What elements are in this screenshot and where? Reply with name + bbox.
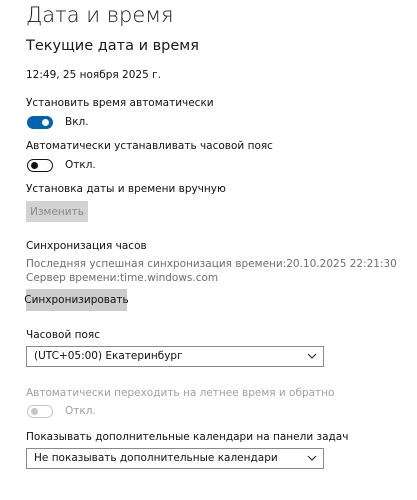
auto-time-label: Установить время автоматически <box>26 97 214 109</box>
current-datetime-section-title: Текущие дата и время <box>26 38 199 54</box>
chevron-down-icon <box>307 454 317 462</box>
auto-timezone-label: Автоматически устанавливать часовой пояс <box>26 140 273 152</box>
current-datetime-value: 12:49, 25 ноября 2025 г. <box>26 69 161 81</box>
time-server-text: Сервер времени:time.windows.com <box>26 272 219 284</box>
sync-title: Синхронизация часов <box>26 240 147 252</box>
timezone-label: Часовой пояс <box>26 329 100 341</box>
calendars-label: Показывать дополнительные календари на панели задач <box>26 431 349 443</box>
auto-timezone-state: Откл. <box>65 159 96 171</box>
toggle-knob <box>42 119 49 126</box>
timezone-select[interactable] <box>26 346 324 367</box>
dst-state: Откл. <box>65 405 96 417</box>
auto-time-state: Вкл. <box>65 116 89 128</box>
dst-label: Автоматически переходить на летнее время и обратно <box>26 387 335 399</box>
page-title: Дата и время <box>26 3 174 27</box>
last-sync-text: Последняя успешная синхронизация времени:20.10.2025 22:21:30 <box>26 258 397 270</box>
auto-timezone-toggle[interactable] <box>27 159 53 172</box>
calendars-select[interactable] <box>26 448 324 469</box>
change-button[interactable]: Изменить <box>26 201 88 222</box>
chevron-down-icon <box>307 352 317 360</box>
dst-toggle[interactable] <box>27 405 53 418</box>
toggle-knob <box>31 162 38 169</box>
sync-button[interactable]: Синхронизировать <box>26 289 127 311</box>
manual-datetime-label: Установка даты и времени вручную <box>26 183 226 195</box>
toggle-knob <box>31 408 38 415</box>
calendars-select-value: Не показывать дополнительные календари <box>34 452 278 464</box>
timezone-select-value: (UTC+05:00) Екатеринбург <box>34 350 183 362</box>
auto-time-toggle[interactable] <box>27 116 53 129</box>
